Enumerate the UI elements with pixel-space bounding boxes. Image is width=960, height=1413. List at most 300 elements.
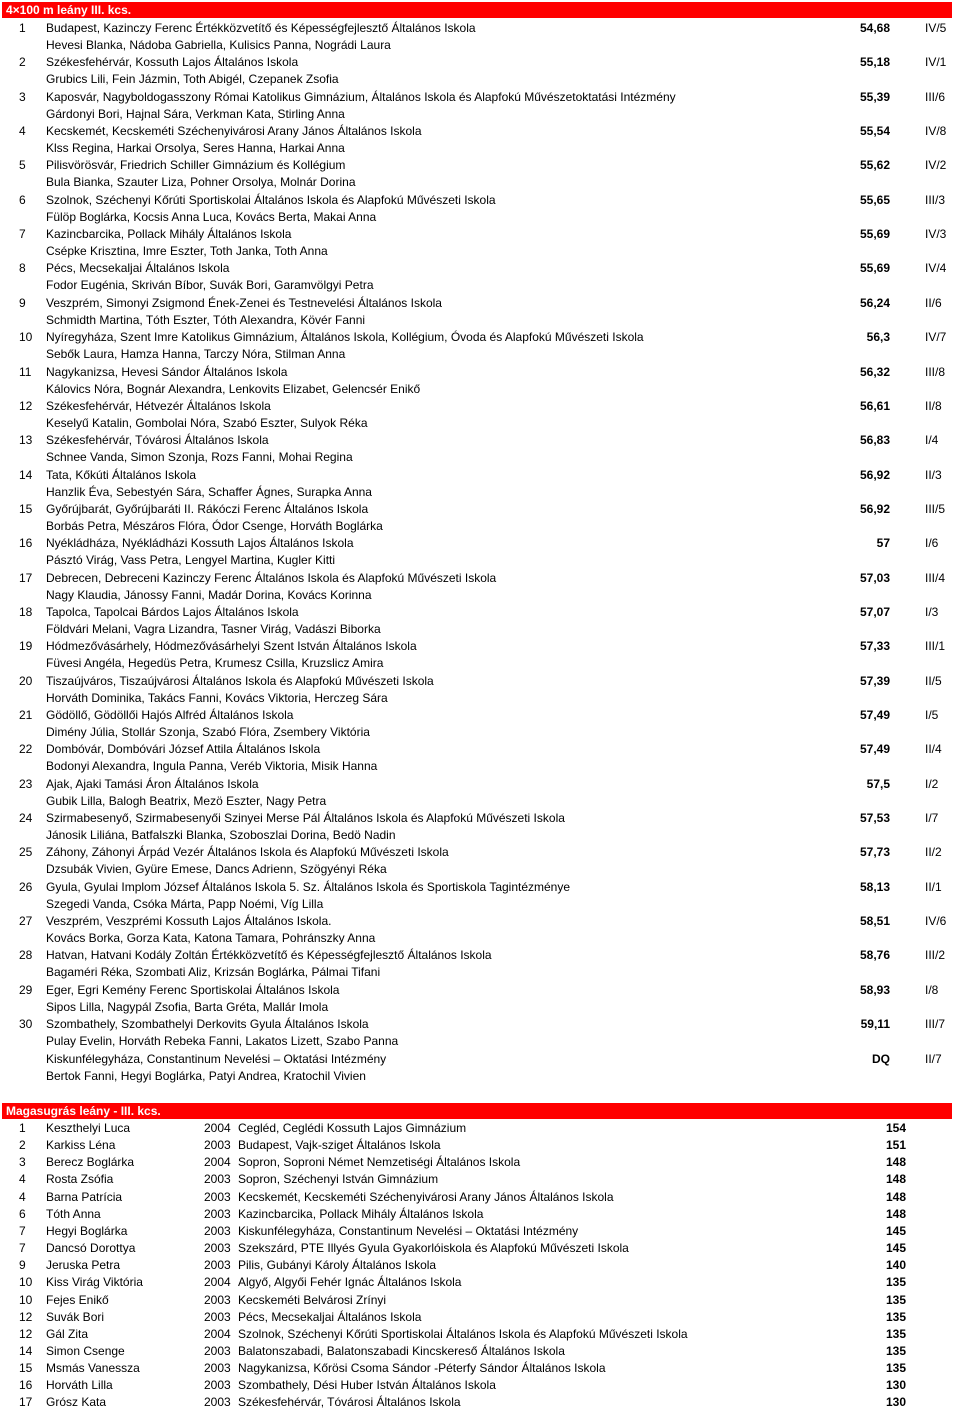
school-name: Budapest, Vajk-sziget Általános Iskola bbox=[238, 1138, 441, 1152]
heat-lane: IV/2 bbox=[925, 158, 947, 172]
table-row bbox=[0, 844, 960, 861]
table-row-members bbox=[0, 1068, 960, 1085]
rank: 13 bbox=[19, 433, 33, 447]
rank: 26 bbox=[19, 880, 33, 894]
team-members: Nagy Klaudia, Jánossy Fanni, Madár Dorina, Kovács Korinna bbox=[46, 588, 372, 602]
rank: 18 bbox=[19, 605, 33, 619]
heat-lane: I/7 bbox=[925, 811, 939, 825]
table-row bbox=[0, 192, 960, 209]
rank: 8 bbox=[19, 261, 26, 275]
table-row-members bbox=[0, 793, 960, 810]
rank: 5 bbox=[19, 158, 26, 172]
athlete-name: Berecz Boglárka bbox=[46, 1155, 135, 1169]
rank: 4 bbox=[19, 1190, 26, 1204]
athlete-name: Simon Csenge bbox=[46, 1344, 125, 1358]
table-row bbox=[0, 467, 960, 484]
athlete-name: Rosta Zsófia bbox=[46, 1172, 114, 1186]
result-time: 59,11 bbox=[860, 1017, 890, 1031]
school-name: Kecskemét, Kecskeméti Széchenyivárosi Arany János Általános Iskola bbox=[238, 1190, 614, 1204]
athlete-name: Tóth Anna bbox=[46, 1207, 101, 1221]
table-row bbox=[0, 707, 960, 724]
school-name: Budapest, Kazinczy Ferenc Értékközvetítő és Képességfejlesztő Általános Iskola bbox=[46, 21, 476, 35]
result-height: 135 bbox=[886, 1344, 907, 1358]
team-members: Dzsubák Vivien, Gyüre Emese, Dancs Adrienn, Szögyényi Réka bbox=[46, 862, 387, 876]
school-name: Győrújbarát, Győrújbaráti II. Rákóczi Ferenc Általános Iskola bbox=[46, 502, 369, 516]
table-row-members bbox=[0, 449, 960, 466]
team-members: Bula Bianka, Szauter Liza, Pohner Orsolya, Molnár Dorina bbox=[46, 175, 356, 189]
team-members: Bertok Fanni, Hegyi Boglárka, Patyi Andrea, Kratochil Vivien bbox=[46, 1069, 366, 1083]
school-name: Szirmabesenyő, Szirmabesenyői Szinyei Merse Pál Általános Iskola és Alapfokú Művészeti Iskola bbox=[46, 811, 565, 825]
result-time: 56,92 bbox=[859, 468, 890, 482]
table-row bbox=[0, 741, 960, 758]
table-row-members bbox=[0, 861, 960, 878]
table-row bbox=[0, 604, 960, 621]
school-name: Pilis, Gubányi Károly Általános Iskola bbox=[238, 1258, 437, 1272]
school-name: Székesfehérvár, Kossuth Lajos Általános Iskola bbox=[46, 55, 299, 69]
rank: 3 bbox=[19, 90, 26, 104]
table-row bbox=[0, 776, 960, 793]
heat-lane: III/5 bbox=[925, 502, 946, 516]
result-time: 56,92 bbox=[859, 502, 890, 516]
result-height: 145 bbox=[886, 1224, 907, 1238]
school-name: Veszprém, Veszprémi Kossuth Lajos Általános Iskola. bbox=[46, 914, 332, 928]
table-row bbox=[0, 260, 960, 277]
result-time: 57 bbox=[876, 536, 890, 550]
table-row-members bbox=[0, 209, 960, 226]
table-row-members bbox=[0, 346, 960, 363]
rank: 12 bbox=[19, 1310, 33, 1324]
rank: 22 bbox=[19, 742, 33, 756]
team-members: Klss Regina, Harkai Orsolya, Seres Hanna, Harkai Anna bbox=[46, 141, 345, 155]
heat-lane: II/3 bbox=[925, 468, 942, 482]
school-name: Székesfehérvár, Tóvárosi Általános Iskola bbox=[238, 1395, 461, 1409]
rank: 1 bbox=[19, 21, 26, 35]
school-name: Kaposvár, Nagyboldogasszony Római Katolikus Gimnázium, Általános Iskola és Alapfokú Művészetoktatási Intézmény bbox=[46, 90, 676, 104]
birth-year: 2003 bbox=[204, 1190, 231, 1204]
rank: 10 bbox=[19, 330, 33, 344]
school-name: Gyula, Gyulai Implom József Általános Iskola 5. Sz. Általános Iskola és Sportiskola Tagintézménye bbox=[46, 880, 571, 894]
school-name: Pilisvörösvár, Friedrich Schiller Gimnázium és Kollégium bbox=[46, 158, 346, 172]
table-row bbox=[0, 1292, 960, 1309]
team-members: Hevesi Blanka, Nádoba Gabriella, Kulisics Panna, Nográdi Laura bbox=[46, 38, 391, 52]
result-time: 56,32 bbox=[859, 365, 890, 379]
table-row bbox=[0, 1137, 960, 1154]
result-height: 135 bbox=[886, 1293, 907, 1307]
athlete-name: Karkiss Léna bbox=[46, 1138, 116, 1152]
heat-lane: IV/8 bbox=[925, 124, 947, 138]
team-members: Kovács Borka, Gorza Kata, Katona Tamara, Pohránszky Anna bbox=[46, 931, 376, 945]
result-time: 55,69 bbox=[859, 227, 890, 241]
rank: 12 bbox=[19, 399, 33, 413]
rank: 11 bbox=[19, 365, 32, 379]
result-height: 135 bbox=[886, 1275, 907, 1289]
table-row-members bbox=[0, 518, 960, 535]
result-time: 57,49 bbox=[859, 742, 890, 756]
rank: 14 bbox=[19, 468, 33, 482]
school-name: Kazincbarcika, Pollack Mihály Általános Iskola bbox=[46, 227, 292, 241]
team-members: Csépke Krisztina, Imre Eszter, Toth Janka, Toth Anna bbox=[46, 244, 328, 258]
heat-lane: I/2 bbox=[925, 777, 939, 791]
heat-lane: I/5 bbox=[925, 708, 939, 722]
team-members: Földvári Melani, Vagra Lizandra, Tasner Virág, Vadászi Biborka bbox=[46, 622, 381, 636]
team-members: Füvesi Angéla, Hegedüs Petra, Krumesz Csilla, Kruzslicz Amira bbox=[46, 656, 384, 670]
table-row bbox=[0, 1154, 960, 1171]
table-row-members bbox=[0, 106, 960, 123]
table-row bbox=[0, 20, 960, 37]
heat-lane: I/8 bbox=[925, 983, 939, 997]
birth-year: 2004 bbox=[204, 1121, 231, 1135]
team-members: Jánosik Liliána, Batfalszki Blanka, Szoboszlai Dorina, Bedö Nadin bbox=[46, 828, 396, 842]
rank: 30 bbox=[19, 1017, 33, 1031]
table-row-members bbox=[0, 964, 960, 981]
table-row bbox=[0, 54, 960, 71]
birth-year: 2003 bbox=[204, 1258, 231, 1272]
birth-year: 2004 bbox=[204, 1327, 231, 1341]
rank: 21 bbox=[19, 708, 33, 722]
table-row bbox=[0, 1016, 960, 1033]
heat-lane: I/6 bbox=[925, 536, 939, 550]
birth-year: 2003 bbox=[204, 1207, 231, 1221]
rank: 7 bbox=[19, 227, 26, 241]
table-row-members bbox=[0, 690, 960, 707]
result-time: DQ bbox=[872, 1052, 890, 1066]
result-height: 135 bbox=[886, 1361, 907, 1375]
table-row bbox=[0, 1343, 960, 1360]
table-row bbox=[0, 1309, 960, 1326]
table-row bbox=[0, 1377, 960, 1394]
team-members: Borbás Petra, Mészáros Flóra, Ódor Csenge, Horváth Boglárka bbox=[46, 519, 383, 533]
rank: 9 bbox=[19, 296, 26, 310]
table-row-members bbox=[0, 71, 960, 88]
athlete-name: Barna Patrícia bbox=[46, 1190, 123, 1204]
heat-lane: IV/7 bbox=[925, 330, 947, 344]
heat-lane: I/3 bbox=[925, 605, 939, 619]
heat-lane: II/7 bbox=[925, 1052, 942, 1066]
heat-lane: IV/1 bbox=[925, 55, 947, 69]
result-time: 56,61 bbox=[859, 399, 890, 413]
table-row bbox=[0, 1189, 960, 1206]
rank: 7 bbox=[19, 1241, 26, 1255]
team-members: Horváth Dominika, Takács Fanni, Kovács Viktoria, Herczeg Sára bbox=[46, 691, 388, 705]
team-members: Grubics Lili, Fein Jázmin, Toth Abigél, Czepanek Zsofia bbox=[46, 72, 339, 86]
athlete-name: Gál Zita bbox=[46, 1327, 89, 1341]
rank: 20 bbox=[19, 674, 33, 688]
rank: 29 bbox=[19, 983, 33, 997]
heat-lane: III/3 bbox=[925, 193, 946, 207]
result-time: 56,24 bbox=[859, 296, 890, 310]
result-time: 58,76 bbox=[859, 948, 890, 962]
heat-lane: IV/3 bbox=[925, 227, 947, 241]
school-name: Balatonszabadi, Balatonszabadi Kincskereső Általános Iskola bbox=[238, 1344, 565, 1358]
rank: 3 bbox=[19, 1155, 26, 1169]
school-name: Pécs, Mecsekaljai Általános Iskola bbox=[238, 1310, 422, 1324]
result-height: 148 bbox=[886, 1155, 907, 1169]
school-name: Szekszárd, PTE Illyés Gyula Gyakorlóiskola és Alapfokú Művészeti Iskola bbox=[238, 1241, 629, 1255]
team-members: Sipos Lilla, Nagypál Zsofia, Barta Gréta, Mallár Imola bbox=[46, 1000, 329, 1014]
table-row bbox=[0, 364, 960, 381]
table-row bbox=[0, 1326, 960, 1343]
result-time: 57,07 bbox=[859, 605, 890, 619]
birth-year: 2003 bbox=[204, 1344, 231, 1358]
table-row bbox=[0, 1120, 960, 1137]
table-row-members bbox=[0, 415, 960, 432]
school-name: Tata, Kőkúti Általános Iskola bbox=[46, 468, 197, 482]
team-members: Fodor Eugénia, Skriván Bíbor, Suvák Bori, Garamvölgyi Petra bbox=[46, 278, 374, 292]
table-row bbox=[0, 879, 960, 896]
rank: 23 bbox=[19, 777, 33, 791]
rank: 16 bbox=[19, 536, 33, 550]
table-row-members bbox=[0, 140, 960, 157]
table-row bbox=[0, 1171, 960, 1188]
team-members: Schmidth Martina, Tóth Eszter, Tóth Alexandra, Kövér Fanni bbox=[46, 313, 366, 327]
rank: 6 bbox=[19, 1207, 26, 1221]
school-name: Kiskunfélegyháza, Constantinum Nevelési – Oktatási Intézmény bbox=[46, 1052, 387, 1066]
rank: 9 bbox=[19, 1258, 26, 1272]
birth-year: 2003 bbox=[204, 1224, 231, 1238]
school-name: Nagykanizsa, Hevesi Sándor Általános Iskola bbox=[46, 365, 288, 379]
table-row-members bbox=[0, 758, 960, 775]
school-name: Székesfehérvár, Hétvezér Általános Iskola bbox=[46, 399, 271, 413]
table-row-members bbox=[0, 621, 960, 638]
school-name: Kazincbarcika, Pollack Mihály Általános Iskola bbox=[238, 1207, 484, 1221]
table-row bbox=[0, 501, 960, 518]
athlete-name: Keszthelyi Luca bbox=[46, 1121, 131, 1135]
school-name: Szolnok, Széchenyi Kőrúti Sportiskolai Általános Iskola és Alapfokú Művészeti Iskola bbox=[46, 193, 496, 207]
table-row bbox=[0, 1206, 960, 1223]
school-name: Ajak, Ajaki Tamási Áron Általános Iskola bbox=[46, 777, 259, 791]
table-row-members bbox=[0, 999, 960, 1016]
rank: 25 bbox=[19, 845, 33, 859]
birth-year: 2004 bbox=[204, 1275, 231, 1289]
athlete-name: Suvák Bori bbox=[46, 1310, 105, 1324]
result-time: 58,93 bbox=[859, 983, 890, 997]
table-row bbox=[0, 673, 960, 690]
school-name: Sopron, Soproni Német Nemzetiségi Általános Iskola bbox=[238, 1155, 521, 1169]
table-row-members bbox=[0, 1033, 960, 1050]
heat-lane: II/6 bbox=[925, 296, 942, 310]
table-row bbox=[0, 1394, 960, 1411]
school-name: Sopron, Széchenyi István Gimnázium bbox=[238, 1172, 439, 1186]
team-members: Dimény Júlia, Stollár Szonja, Szabó Flóra, Zsembery Viktória bbox=[46, 725, 370, 739]
birth-year: 2003 bbox=[204, 1138, 231, 1152]
school-name: Szolnok, Széchenyi Kőrúti Sportiskolai Általános Iskola és Alapfokú Művészeti Iskola bbox=[238, 1327, 688, 1341]
result-height: 148 bbox=[886, 1190, 907, 1204]
table-row bbox=[0, 810, 960, 827]
result-time: 55,54 bbox=[859, 124, 890, 138]
rank: 27 bbox=[19, 914, 33, 928]
team-members: Pásztó Virág, Vass Petra, Lengyel Martina, Kugler Kitti bbox=[46, 553, 336, 567]
result-time: 58,51 bbox=[859, 914, 890, 928]
school-name: Gödöllő, Gödöllői Hajós Alfréd Általános Iskola bbox=[46, 708, 294, 722]
rank: 4 bbox=[19, 1172, 26, 1186]
result-height: 148 bbox=[886, 1207, 907, 1221]
table-row-members bbox=[0, 312, 960, 329]
athlete-name: Fejes Enikő bbox=[46, 1293, 109, 1307]
team-members: Kálovics Nóra, Bognár Alexandra, Lenkovits Elizabet, Gelencsér Enikő bbox=[46, 382, 421, 396]
table-row-members bbox=[0, 552, 960, 569]
school-name: Székesfehérvár, Tóvárosi Általános Iskola bbox=[46, 433, 269, 447]
result-time: 57,03 bbox=[859, 571, 890, 585]
table-row-members bbox=[0, 277, 960, 294]
school-name: Kecskeméti Belvárosi Zrínyi bbox=[238, 1293, 387, 1307]
birth-year: 2003 bbox=[204, 1172, 231, 1186]
school-name: Nyíregyháza, Szent Imre Katolikus Gimnázium, Általános Iskola, Kollégium, Óvoda és Alapfokú Művészeti Iskola bbox=[46, 330, 644, 344]
table-row bbox=[0, 913, 960, 930]
heat-lane: IV/6 bbox=[925, 914, 947, 928]
table-row bbox=[0, 123, 960, 140]
result-height: 130 bbox=[886, 1378, 907, 1392]
athlete-name: Jeruska Petra bbox=[46, 1258, 121, 1272]
school-name: Záhony, Záhonyi Árpád Vezér Általános Iskola és Alapfokú Művészeti Iskola bbox=[46, 845, 449, 859]
school-name: Debrecen, Debreceni Kazinczy Ferenc Általános Iskola és Alapfokú Művészeti Iskola bbox=[46, 571, 497, 585]
heat-lane: II/1 bbox=[925, 880, 942, 894]
birth-year: 2003 bbox=[204, 1361, 231, 1375]
table-row bbox=[0, 432, 960, 449]
result-height: 135 bbox=[886, 1327, 907, 1341]
rank: 7 bbox=[19, 1224, 26, 1238]
rank: 4 bbox=[19, 124, 26, 138]
heat-lane: I/4 bbox=[925, 433, 939, 447]
birth-year: 2003 bbox=[204, 1395, 231, 1409]
result-height: 130 bbox=[886, 1395, 907, 1409]
rank: 16 bbox=[19, 1378, 33, 1392]
result-height: 145 bbox=[886, 1241, 907, 1255]
athlete-name: Grósz Kata bbox=[46, 1395, 107, 1409]
athlete-name: Kiss Virág Viktória bbox=[46, 1275, 143, 1289]
heat-lane: III/2 bbox=[925, 948, 946, 962]
rank: 17 bbox=[19, 1395, 33, 1409]
table-row-members bbox=[0, 174, 960, 191]
heat-lane: III/1 bbox=[925, 639, 946, 653]
rank: 2 bbox=[19, 1138, 26, 1152]
school-name: Algyő, Algyői Fehér Ignác Általános Iskola bbox=[238, 1275, 462, 1289]
heat-lane: II/8 bbox=[925, 399, 942, 413]
table-row-members bbox=[0, 930, 960, 947]
rank: 2 bbox=[19, 55, 26, 69]
rank: 15 bbox=[19, 1361, 33, 1375]
team-members: Gubik Lilla, Balogh Beatrix, Mezö Eszter, Nagy Petra bbox=[46, 794, 327, 808]
rank: 28 bbox=[19, 948, 33, 962]
school-name: Pécs, Mecsekaljai Általános Iskola bbox=[46, 261, 230, 275]
result-time: 57,53 bbox=[859, 811, 890, 825]
table-row-members bbox=[0, 381, 960, 398]
team-members: Schnee Vanda, Simon Szonja, Rozs Fanni, Mohai Regina bbox=[46, 450, 353, 464]
result-time: 55,69 bbox=[859, 261, 890, 275]
table-row-members bbox=[0, 587, 960, 604]
rank: 19 bbox=[19, 639, 33, 653]
relay-section-header: 4×100 m leány III. kcs. bbox=[2, 2, 952, 18]
table-row-members bbox=[0, 827, 960, 844]
result-time: 58,13 bbox=[859, 880, 890, 894]
athlete-name: Hegyi Boglárka bbox=[46, 1224, 128, 1238]
result-time: 57,73 bbox=[859, 845, 890, 859]
result-time: 57,5 bbox=[866, 777, 890, 791]
school-name: Hatvan, Hatvani Kodály Zoltán Értékközvetítő és Képességfejlesztő Általános Iskola bbox=[46, 948, 492, 962]
result-time: 54,68 bbox=[859, 21, 890, 35]
result-time: 57,39 bbox=[859, 674, 890, 688]
result-time: 55,18 bbox=[859, 55, 890, 69]
heat-lane: III/8 bbox=[925, 365, 946, 379]
school-name: Szombathely, Dési Huber István Általános Iskola bbox=[238, 1378, 496, 1392]
team-members: Keselyű Katalin, Gombolai Nóra, Szabó Eszter, Sulyok Réka bbox=[46, 416, 368, 430]
team-members: Bagaméri Réka, Szombati Aliz, Krizsán Boglárka, Pálmai Tifani bbox=[46, 965, 381, 979]
table-row bbox=[0, 157, 960, 174]
rank: 12 bbox=[19, 1327, 33, 1341]
school-name: Hódmezővásárhely, Hódmezővásárhelyi Szent István Általános Iskola bbox=[46, 639, 417, 653]
rank: 1 bbox=[19, 1121, 26, 1135]
team-members: Hanzlik Éva, Sebestyén Sára, Schaffer Ágnes, Surapka Anna bbox=[46, 485, 372, 499]
team-members: Pulay Evelin, Horváth Rebeka Fanni, Lakatos Lizett, Szabo Panna bbox=[46, 1034, 399, 1048]
athlete-name: Dancsó Dorottya bbox=[46, 1241, 136, 1255]
table-row bbox=[0, 982, 960, 999]
heat-lane: IV/5 bbox=[925, 21, 947, 35]
table-row bbox=[0, 638, 960, 655]
rank: 10 bbox=[19, 1275, 33, 1289]
rank: 6 bbox=[19, 193, 26, 207]
table-row-members bbox=[0, 37, 960, 54]
birth-year: 2003 bbox=[204, 1310, 231, 1324]
result-height: 140 bbox=[886, 1258, 907, 1272]
heat-lane: IV/4 bbox=[925, 261, 947, 275]
table-row-members bbox=[0, 724, 960, 741]
team-members: Gárdonyi Bori, Hajnal Sára, Verkman Kata, Stirling Anna bbox=[46, 107, 345, 121]
rank: 17 bbox=[19, 571, 33, 585]
result-height: 151 bbox=[886, 1138, 907, 1152]
team-members: Bodonyi Alexandra, Ingula Panna, Veréb Viktoria, Misik Hanna bbox=[46, 759, 378, 773]
result-time: 57,49 bbox=[859, 708, 890, 722]
rank: 24 bbox=[19, 811, 33, 825]
table-row-members bbox=[0, 655, 960, 672]
heat-lane: III/4 bbox=[925, 571, 946, 585]
table-row bbox=[0, 947, 960, 964]
team-members: Szegedi Vanda, Csóka Márta, Papp Noémi, Víg Lilla bbox=[46, 897, 324, 911]
school-name: Szombathely, Szombathelyi Derkovits Gyula Általános Iskola bbox=[46, 1017, 369, 1031]
athlete-name: Horváth Lilla bbox=[46, 1378, 113, 1392]
school-name: Tapolca, Tapolcai Bárdos Lajos Általános Iskola bbox=[46, 605, 299, 619]
result-height: 148 bbox=[886, 1172, 907, 1186]
table-row bbox=[0, 1360, 960, 1377]
team-members: Fülöp Boglárka, Kocsis Anna Luca, Kovács Berta, Makai Anna bbox=[46, 210, 377, 224]
result-time: 55,65 bbox=[859, 193, 890, 207]
team-members: Sebők Laura, Hamza Hanna, Tarczy Nóra, Stilman Anna bbox=[46, 347, 346, 361]
result-time: 56,3 bbox=[866, 330, 890, 344]
birth-year: 2003 bbox=[204, 1378, 231, 1392]
heat-lane: II/2 bbox=[925, 845, 942, 859]
table-row-members bbox=[0, 484, 960, 501]
table-row bbox=[0, 1257, 960, 1274]
table-row bbox=[0, 226, 960, 243]
table-row bbox=[0, 329, 960, 346]
table-row bbox=[0, 570, 960, 587]
school-name: Cegléd, Ceglédi Kossuth Lajos Gimnázium bbox=[238, 1121, 467, 1135]
athlete-name: Msmás Vanessza bbox=[46, 1361, 140, 1375]
table-row bbox=[0, 398, 960, 415]
birth-year: 2003 bbox=[204, 1293, 231, 1307]
heat-lane: III/7 bbox=[925, 1017, 946, 1031]
school-name: Nyékládháza, Nyékládházi Kossuth Lajos Általános Iskola bbox=[46, 536, 354, 550]
school-name: Veszprém, Simonyi Zsigmond Ének-Zenei és Testnevelési Általános Iskola bbox=[46, 296, 442, 310]
table-row bbox=[0, 295, 960, 312]
table-row bbox=[0, 89, 960, 106]
school-name: Tiszaújváros, Tiszaújvárosi Általános Iskola és Alapfokú Művészeti Iskola bbox=[46, 674, 434, 688]
school-name: Eger, Egri Kemény Ferenc Sportiskolai Általános Iskola bbox=[46, 983, 340, 997]
school-name: Kecskemét, Kecskeméti Széchenyivárosi Arany János Általános Iskola bbox=[46, 124, 422, 138]
highjump-section-header: Magasugrás leány - III. kcs. bbox=[2, 1103, 952, 1119]
table-row bbox=[0, 1240, 960, 1257]
table-row bbox=[0, 1051, 960, 1068]
table-row bbox=[0, 1274, 960, 1291]
birth-year: 2004 bbox=[204, 1155, 231, 1169]
